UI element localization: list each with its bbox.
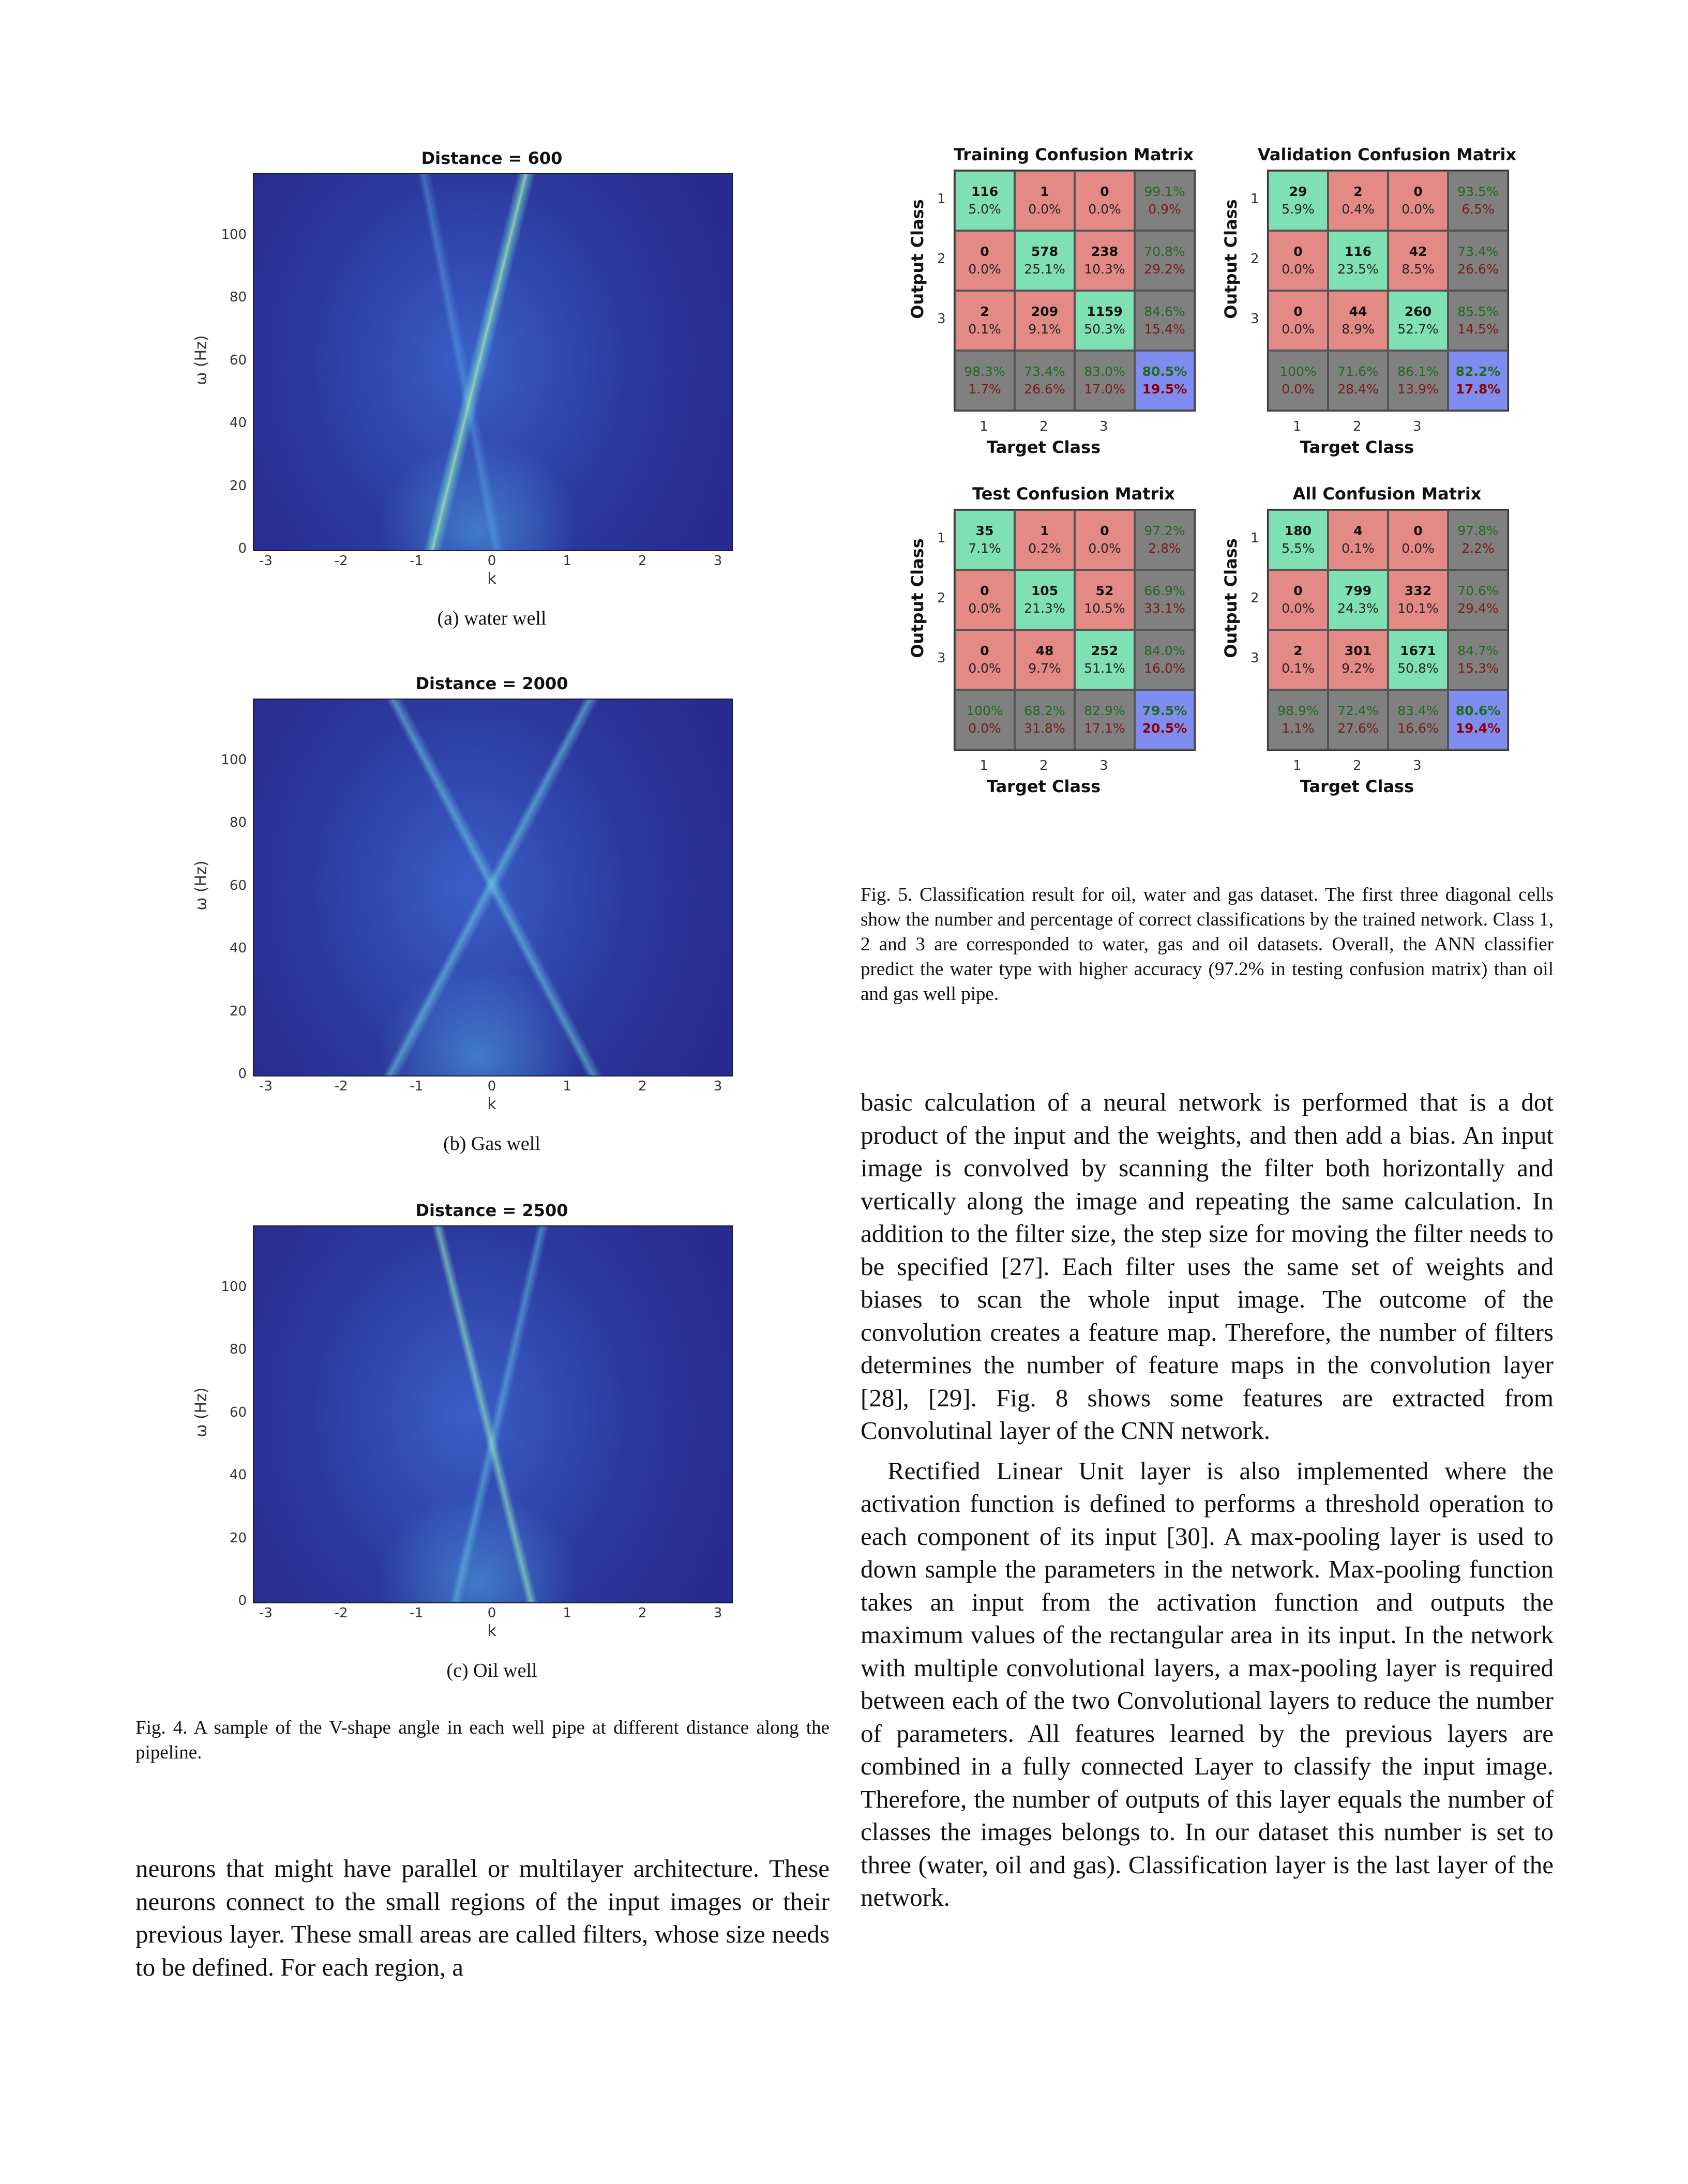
matrix-cell [1015,231,1075,291]
col-tick-label: 2 [1039,758,1048,774]
matrix-cell [1268,570,1328,630]
matrix-title: All Confusion Matrix [1292,484,1482,504]
cell-value: 84.6% [1144,304,1185,319]
matrix-cell [1448,291,1508,351]
x-tick-label: 2 [638,1605,647,1621]
cell-percent: 16.0% [1144,661,1185,676]
x-tick-label: 1 [563,1605,571,1621]
cell-percent: 16.6% [1397,721,1439,736]
cell-percent: 0.4% [1342,202,1375,217]
y-tick-label: 0 [238,541,247,556]
cell-percent: 23.5% [1337,262,1379,277]
cell-percent: 8.9% [1342,322,1375,337]
cell-value: 2 [1293,643,1303,658]
cell-percent: 24.3% [1337,601,1379,616]
y-tick-label: 0 [238,1593,247,1609]
panel-title: Distance = 2000 [415,674,568,693]
cell-value: 98.9% [1277,703,1319,718]
cell-percent: 17.8% [1455,382,1501,397]
x-tick-label: 1 [563,553,571,569]
matrix-cell [1328,171,1388,231]
matrix-cell [1268,510,1328,570]
cell-value: 48 [1035,643,1054,658]
x-tick-label: 0 [487,1605,496,1621]
x-tick-label: -1 [410,1605,424,1621]
matrix-cell [1015,690,1075,750]
cell-percent: 0.0% [1282,262,1315,277]
y-tick-label: 60 [229,1404,247,1420]
col-tick-label: 3 [1099,419,1108,434]
row-tick-label: 1 [937,191,946,207]
figure-4-caption: Fig. 4. A sample of the V-shape angle in each well pipe at different distance along the pipeline. [135,1717,830,1763]
y-tick-label: 40 [229,415,247,431]
matrix-cell [1328,570,1388,630]
y-tick-label: 20 [229,478,247,494]
cell-value: 105 [1031,583,1059,598]
cell-value: 180 [1284,523,1312,538]
x-tick-label: -2 [334,1605,348,1621]
cell-value: 68.2% [1024,703,1065,718]
cell-value: 70.6% [1457,583,1499,598]
matrix-cell [1448,630,1508,690]
matrix-cell [955,510,1015,570]
matrix-cell [1388,570,1448,630]
x-tick-label: 1 [563,1079,571,1094]
matrix-cell [1448,570,1508,630]
matrix-cell [1075,690,1135,750]
cell-percent: 9.2% [1342,661,1375,676]
target-class-label: Target Class [986,437,1101,457]
cell-value: 73.4% [1024,364,1065,379]
cell-value: 4 [1353,523,1363,538]
cell-percent: 19.5% [1142,382,1187,397]
cell-percent: 50.8% [1397,661,1439,676]
cell-value: 72.4% [1337,703,1379,718]
cell-percent: 0.0% [1401,202,1435,217]
cell-value: 83.4% [1397,703,1439,718]
y-axis-label: ω (Hz) [192,1387,210,1437]
output-class-label: Output Class [1221,199,1241,319]
matrix-cell [1328,630,1388,690]
matrix-grid [1267,509,1509,751]
matrix-cell [1135,510,1195,570]
cell-percent: 1.1% [1282,721,1315,736]
panel-title: Distance = 2500 [415,1201,568,1220]
cell-percent: 0.1% [1342,541,1375,556]
cell-value: 0 [1413,523,1423,538]
x-tick-label: 3 [713,553,722,569]
col-tick-label: 2 [1353,419,1362,434]
matrix-cell [1135,291,1195,351]
cell-value: 116 [971,184,999,199]
x-tick-label: -3 [259,553,273,569]
matrix-cell [1328,510,1388,570]
cell-percent: 17.0% [1084,382,1125,397]
y-tick-label: 40 [229,941,247,956]
cell-percent: 0.2% [1028,541,1061,556]
cell-percent: 0.0% [1088,202,1121,217]
matrix-title: Training Confusion Matrix [953,145,1194,164]
cell-value: 332 [1404,583,1432,598]
row-tick-label: 1 [937,530,946,546]
cell-value: 42 [1409,244,1427,259]
matrix-cell [1388,171,1448,231]
cell-percent: 0.0% [968,601,1001,616]
matrix-cell [1075,351,1135,411]
cell-percent: 9.7% [1028,661,1061,676]
row-tick-label: 2 [937,251,946,267]
matrix-cell [1448,510,1508,570]
matrix-cell [1075,630,1135,690]
cell-value: 1 [1040,523,1049,538]
cell-value: 97.8% [1457,523,1499,538]
matrix-cell [1075,231,1135,291]
cell-percent: 17.1% [1084,721,1125,736]
matrix-cell [955,690,1015,750]
cell-value: 0 [980,244,989,259]
cell-percent: 51.1% [1084,661,1125,676]
figure-5-caption: Fig. 5. Classification result for oil, water and gas dataset. The first three diagonal cells show the number and percentage of correct classifications by the trained network. Class 1, 2 and 3 are corresponded to water, gas and oil datasets. Overall, the ANN classifier predict the water type with higher accuracy (97.2% in testing confusion matrix) than oil and gas well pipe. [861,884,1554,1005]
col-tick-label: 3 [1099,758,1108,774]
col-tick-label: 1 [979,419,988,434]
cell-percent: 33.1% [1144,601,1185,616]
panel-title: Distance = 600 [421,148,563,168]
x-axis-label: k [487,1622,496,1640]
row-tick-label: 2 [1250,590,1259,606]
cell-percent: 52.7% [1397,322,1439,337]
row-tick-label: 3 [937,650,946,666]
cell-percent: 10.1% [1397,601,1439,616]
matrix-grid [1267,170,1509,412]
matrix-cell [1135,630,1195,690]
x-tick-label: -2 [334,553,348,569]
cell-value: 2 [980,304,989,319]
col-tick-label: 1 [979,758,988,774]
y-tick-label: 80 [229,290,247,305]
matrix-cell [1075,291,1135,351]
target-class-label: Target Class [986,777,1101,796]
matrix-cell [1135,171,1195,231]
matrix-cell [1135,570,1195,630]
y-tick-label: 60 [229,877,247,893]
subfigure-caption: (a) water well [437,608,547,629]
matrix-cell [1388,510,1448,570]
cell-percent: 5.0% [968,202,1001,217]
cell-percent: 6.5% [1461,202,1495,217]
right-column-text [861,1086,1554,1914]
y-tick-label: 40 [229,1467,247,1483]
cell-value: 98.3% [964,364,1005,379]
cell-percent: 0.9% [1148,202,1181,217]
col-tick-label: 2 [1353,758,1362,774]
cell-percent: 10.3% [1084,262,1125,277]
cell-percent: 0.0% [1088,541,1121,556]
matrix-cell [1388,630,1448,690]
cell-value: 301 [1344,643,1372,658]
matrix-cell [1075,171,1135,231]
cell-percent: 0.0% [968,262,1001,277]
matrix-cell [1135,690,1195,750]
row-tick-label: 3 [1250,311,1259,327]
cell-percent: 15.3% [1457,661,1499,676]
x-tick-label: 0 [487,1079,496,1094]
matrix-cell [1015,510,1075,570]
x-tick-label: 2 [638,553,647,569]
y-tick-label: 0 [238,1066,247,1082]
cell-value: 85.5% [1457,304,1499,319]
matrix-cell [1135,231,1195,291]
cell-value: 100% [966,703,1003,718]
matrix-cell [1015,291,1075,351]
output-class-label: Output Class [1221,538,1241,658]
cell-percent: 9.1% [1028,322,1061,337]
cell-percent: 10.5% [1084,601,1125,616]
matrix-cell [1268,171,1328,231]
matrix-cell [1268,231,1328,291]
right-paragraph-2: Rectified Linear Unit layer is also implemented where the activation function is defined to performs a threshold operation to each component of its input [30]. A max-pooling layer is used to down sample the parameters in the network. Max-pooling function takes an input from the activation function and outputs the maximum values of the rectangular area in its input. In the network with multiple convolutional layers, a max-pooling layer is required between each of the two Convolutional layers to reduce the number of parameters. All features learned by the previous layers are combined in a fully connected Layer to classify the input image. Therefore, the number of outputs of this layer equals the number of classes the images belongs to. In our dataset this number is set to three (water, oil and gas). Classification layer is the last layer of the network. [861,1456,1554,1912]
cell-value: 83.0% [1084,364,1125,379]
cell-value: 799 [1344,583,1372,598]
cell-percent: 19.4% [1455,721,1501,736]
x-tick-label: 3 [713,1605,722,1621]
cell-value: 84.7% [1457,643,1499,658]
matrix-cell [1388,231,1448,291]
matrix-cell [1268,630,1328,690]
cell-value: 35 [975,523,994,538]
col-tick-label: 1 [1293,758,1302,774]
cell-percent: 0.0% [968,721,1001,736]
cell-value: 66.9% [1144,583,1185,598]
cell-value: 80.6% [1455,703,1501,718]
cell-percent: 0.0% [1401,541,1435,556]
cell-percent: 20.5% [1142,721,1187,736]
matrix-cell [1448,351,1508,411]
x-axis-label: k [487,570,496,588]
matrix-cell [1388,690,1448,750]
cell-value: 209 [1031,304,1059,319]
y-tick-label: 20 [229,1530,247,1546]
cell-value: 52 [1095,583,1114,598]
cell-value: 73.4% [1457,244,1499,259]
cell-percent: 21.3% [1024,601,1065,616]
matrix-cell [1075,510,1135,570]
cell-percent: 0.0% [1028,202,1061,217]
target-class-label: Target Class [1300,437,1414,457]
spectrogram-image [253,1225,733,1603]
y-axis-label: ω (Hz) [192,335,210,385]
x-tick-label: -3 [259,1605,273,1621]
matrix-cell [1268,690,1328,750]
matrix-cell [1268,291,1328,351]
cell-value: 0 [1293,244,1303,259]
cell-value: 70.8% [1144,244,1185,259]
x-tick-label: 0 [487,553,496,569]
cell-percent: 8.5% [1401,262,1435,277]
y-tick-label: 80 [229,1342,247,1357]
cell-percent: 26.6% [1024,382,1065,397]
cell-percent: 5.5% [1282,541,1315,556]
matrix-cell [955,351,1015,411]
x-tick-label: -3 [259,1079,273,1094]
spectrogram-image [253,173,733,551]
cell-percent: 0.0% [1282,322,1315,337]
cell-percent: 29.4% [1457,601,1499,616]
matrix-cell [1328,690,1388,750]
cell-value: 1 [1040,184,1049,199]
y-tick-label: 100 [221,752,247,768]
cell-value: 82.2% [1455,364,1501,379]
cell-percent: 14.5% [1457,322,1499,337]
spectrogram-image [253,699,733,1076]
cell-value: 44 [1349,304,1367,319]
y-tick-label: 80 [229,815,247,830]
target-class-label: Target Class [1300,777,1414,796]
cell-value: 79.5% [1142,703,1187,718]
y-tick-label: 60 [229,352,247,368]
row-tick-label: 3 [937,311,946,327]
cell-percent: 0.1% [1282,661,1315,676]
matrix-cell [1388,351,1448,411]
row-tick-label: 1 [1250,191,1259,207]
cell-percent: 26.6% [1457,262,1499,277]
cell-value: 0 [980,643,989,658]
cell-value: 29 [1289,184,1307,199]
cell-value: 93.5% [1457,184,1499,199]
matrix-cell [1015,171,1075,231]
matrix-cell [1015,351,1075,411]
y-tick-label: 100 [221,226,247,242]
subfigure-caption: (b) Gas well [443,1133,540,1155]
cell-percent: 2.8% [1148,541,1181,556]
y-axis-label: ω (Hz) [192,860,210,911]
matrix-cell [1015,570,1075,630]
cell-percent: 7.1% [968,541,1001,556]
cell-percent: 0.0% [968,661,1001,676]
matrix-cell [1328,351,1388,411]
row-tick-label: 1 [1250,530,1259,546]
x-tick-label: -2 [334,1079,348,1094]
cell-percent: 50.3% [1084,322,1125,337]
x-tick-label: -1 [410,553,424,569]
matrix-cell [1448,231,1508,291]
cell-percent: 0.0% [1282,382,1315,397]
cell-percent: 15.4% [1144,322,1185,337]
row-tick-label: 2 [1250,251,1259,267]
cell-value: 82.9% [1084,703,1125,718]
cell-percent: 25.1% [1024,262,1065,277]
matrix-cell [1135,351,1195,411]
left-column-text [135,1852,830,1983]
x-axis-label: k [487,1095,496,1113]
cell-value: 86.1% [1397,364,1439,379]
cell-value: 1159 [1087,304,1123,319]
cell-value: 99.1% [1144,184,1185,199]
cell-value: 0 [1413,184,1423,199]
row-tick-label: 2 [937,590,946,606]
matrix-cell [1328,291,1388,351]
cell-value: 578 [1031,244,1059,259]
matrix-cell [1448,690,1508,750]
cell-value: 0 [1100,184,1109,199]
cell-value: 0 [1100,523,1109,538]
cell-value: 71.6% [1337,364,1379,379]
cell-value: 0 [1293,304,1303,319]
cell-value: 84.0% [1144,643,1185,658]
cell-percent: 5.9% [1282,202,1315,217]
cell-value: 252 [1091,643,1119,658]
cell-value: 238 [1091,244,1119,259]
cell-value: 260 [1404,304,1432,319]
matrix-title: Test Confusion Matrix [972,484,1175,504]
matrix-cell [1448,171,1508,231]
subfigure-caption: (c) Oil well [446,1660,537,1681]
y-tick-label: 100 [221,1279,247,1295]
output-class-label: Output Class [908,538,927,658]
cell-percent: 1.7% [968,382,1001,397]
matrix-grid [954,509,1196,751]
col-tick-label: 3 [1413,419,1422,434]
cell-percent: 13.9% [1397,382,1439,397]
matrix-cell [1388,291,1448,351]
cell-value: 2 [1353,184,1363,199]
cell-percent: 2.2% [1461,541,1495,556]
cell-value: 116 [1344,244,1372,259]
y-tick-label: 20 [229,1003,247,1019]
matrix-cell [955,231,1015,291]
matrix-cell [955,171,1015,231]
cell-percent: 31.8% [1024,721,1065,736]
matrix-cell [955,291,1015,351]
matrix-cell [1075,570,1135,630]
matrix-cell [1328,231,1388,291]
output-class-label: Output Class [908,199,927,319]
matrix-grid [954,170,1196,412]
cell-value: 0 [980,583,989,598]
matrix-cell [1268,351,1328,411]
cell-percent: 27.6% [1337,721,1379,736]
matrix-cell [955,570,1015,630]
cell-percent: 29.2% [1144,262,1185,277]
left-paragraph: neurons that might have parallel or multilayer architecture. These neurons connect to the small regions of the input images or their previous layer. These small areas are called filters, whose size needs to be defined. For each region, a [135,1854,830,1981]
x-tick-label: -1 [410,1079,424,1094]
matrix-title: Validation Confusion Matrix [1257,145,1517,164]
col-tick-label: 1 [1293,419,1302,434]
cell-value: 100% [1279,364,1317,379]
cell-value: 97.2% [1144,523,1185,538]
col-tick-label: 3 [1413,758,1422,774]
cell-percent: 0.0% [1282,601,1315,616]
cell-percent: 28.4% [1337,382,1379,397]
matrix-cell [955,630,1015,690]
cell-value: 80.5% [1142,364,1187,379]
cell-value: 1671 [1400,643,1436,658]
col-tick-label: 2 [1039,419,1048,434]
cell-percent: 0.1% [968,322,1001,337]
right-paragraph-1: basic calculation of a neural network is performed that is a dot product of the input and the weights, and then add a bias. An input image is convolved by scanning the filter both horizontally and vertically along the image and repeating the same calculation. In addition to the filter size, the step size for moving the filter needs to be specified [27]. Each filter uses the same set of weights and biases to scan the whole input image. The outcome of the convolution creates a feature map. Therefore, the number of filters determines the number of feature maps in the convolution layer [28], [29]. Fig. 8 shows some features are extracted from Convolutinal layer of the CNN network. [861,1088,1554,1445]
row-tick-label: 3 [1250,650,1259,666]
x-tick-label: 2 [638,1079,647,1094]
x-tick-label: 3 [713,1079,722,1094]
matrix-cell [1015,630,1075,690]
cell-value: 0 [1293,583,1303,598]
